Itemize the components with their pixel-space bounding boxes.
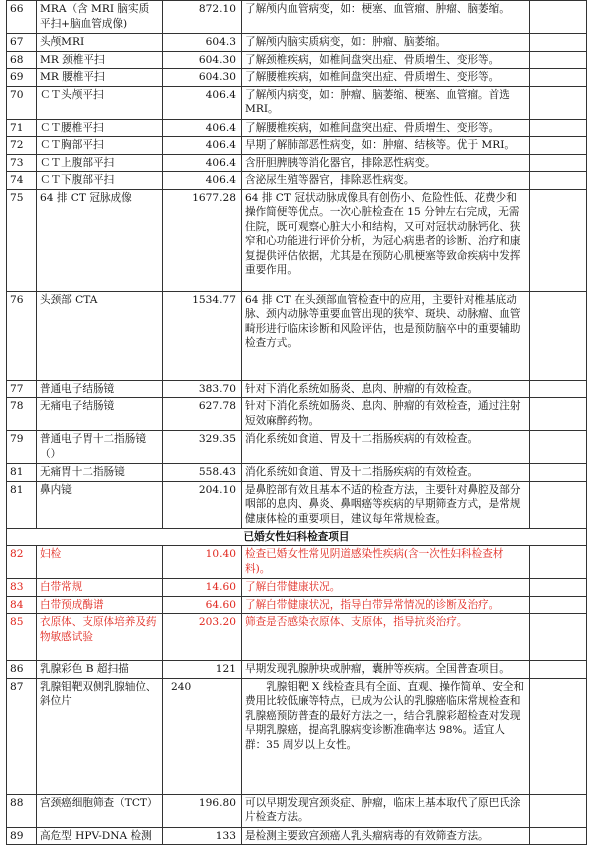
item-price: 133: [163, 827, 242, 845]
table-row: [7, 172, 587, 190]
item-price: 604.3: [163, 34, 242, 52]
section-title: 已婚女性妇科检查项目: [7, 528, 587, 546]
item-description: 含肝胆脾胰等消化器官，排除恶性病变。: [242, 154, 530, 172]
empty-cell: [530, 119, 587, 137]
item-number: 78: [7, 398, 37, 431]
item-number: 74: [7, 172, 37, 190]
item-number: 83: [7, 579, 37, 597]
item-number: 88: [7, 794, 37, 827]
table-row: [7, 189, 587, 291]
item-price: 10.40: [163, 546, 242, 579]
item-number: 76: [7, 291, 37, 380]
item-name: 普通电子结肠镜: [37, 380, 163, 398]
empty-cell: [530, 380, 587, 398]
empty-cell: [530, 1, 587, 34]
item-name: 无痛电子结肠镜: [37, 398, 163, 431]
item-number: 71: [7, 119, 37, 137]
empty-cell: [530, 154, 587, 172]
item-number: 85: [7, 614, 37, 661]
item-description: 消化系统如食道、胃及十二指肠疾病的有效检查。: [242, 431, 530, 464]
item-price: 1677.28: [163, 189, 242, 291]
empty-cell: [530, 189, 587, 291]
table-row: [7, 69, 587, 87]
item-name: 头颈部 CTA: [37, 291, 163, 380]
empty-cell: [530, 661, 587, 679]
item-number: 86: [7, 661, 37, 679]
item-name: 宫颈癌细胞筛查（TCT）: [37, 794, 163, 827]
item-number: 70: [7, 86, 37, 119]
item-number: 87: [7, 678, 37, 794]
item-number: 81: [7, 481, 37, 528]
item-description: 筛查是否感染衣原体、支原体，指导抗炎治疗。: [242, 614, 530, 661]
item-name: 妇检: [37, 546, 163, 579]
item-price: 64.60: [163, 596, 242, 614]
item-name: MR 颈椎平扫: [37, 51, 163, 69]
item-name: MRA（含 MRI 脑实质平扫+脑血管成像): [37, 1, 163, 34]
item-number: 77: [7, 380, 37, 398]
item-description: 了解腰椎疾病，如椎间盘突出症、骨质增生、变形等。: [242, 69, 530, 87]
item-description: 了解白带健康状况，指导白带异常情况的诊断及治疗。: [242, 596, 530, 614]
item-price: 204.10: [163, 481, 242, 528]
item-name: ＣＴ上腹部平扫: [37, 154, 163, 172]
item-description: 检查已婚女性常见阴道感染性疾病(含一次性妇科检查材料)。: [242, 546, 530, 579]
item-price: 121: [163, 661, 242, 679]
empty-cell: [530, 794, 587, 827]
item-description: 可以早期发现宫颈炎症、肿瘤，临床上基本取代了原巴氏涂片检查方法。: [242, 794, 530, 827]
table-row: [7, 380, 587, 398]
item-number: 89: [7, 827, 37, 845]
table-row: [7, 398, 587, 431]
table-row: [7, 1, 587, 34]
item-number: 84: [7, 596, 37, 614]
empty-cell: [530, 172, 587, 190]
table-row: [7, 596, 587, 614]
empty-cell: [530, 464, 587, 482]
item-name: 鼻内镜: [37, 481, 163, 528]
item-price: 1534.77: [163, 291, 242, 380]
table-row: [7, 481, 587, 528]
exam-items-table: [6, 0, 587, 845]
item-name: 普通电子胃十二指肠镜（）: [37, 431, 163, 464]
item-description: 了解颅内脑实质病变，如：肿瘤、脑萎缩。: [242, 34, 530, 52]
empty-cell: [530, 614, 587, 661]
empty-cell: [530, 51, 587, 69]
item-name: MR 腰椎平扫: [37, 69, 163, 87]
item-description: 早期了解肺部恶性病变，如：肿瘤、结核等。优于 MRI。: [242, 137, 530, 155]
item-price: 627.78: [163, 398, 242, 431]
table-row: [7, 827, 587, 845]
table-row: [7, 464, 587, 482]
item-number: 67: [7, 34, 37, 52]
item-name: 乳腺钼靶双侧乳腺轴位、斜位片: [37, 678, 163, 794]
item-price: 196.80: [163, 794, 242, 827]
item-name: 乳腺彩色 B 超扫描: [37, 661, 163, 679]
empty-cell: [530, 596, 587, 614]
item-name: ＣＴ腰椎平扫: [37, 119, 163, 137]
table-row: [7, 34, 587, 52]
item-price: 383.70: [163, 380, 242, 398]
empty-cell: [530, 34, 587, 52]
table-row: [7, 154, 587, 172]
item-price: 604.30: [163, 51, 242, 69]
table-row: [7, 137, 587, 155]
item-price: 872.10: [163, 1, 242, 34]
item-description: 了解白带健康状况。: [242, 579, 530, 597]
item-price: 14.60: [163, 579, 242, 597]
item-description: 针对下消化系统如肠炎、息肉、肿瘤的有效检查，通过注射短效麻醉药物。: [242, 398, 530, 431]
table-row: [7, 431, 587, 464]
item-description: 含泌尿生殖等器官，排除恶性病变。: [242, 172, 530, 190]
item-price: 406.4: [163, 154, 242, 172]
item-number: 66: [7, 1, 37, 34]
item-description: 了解颅内血管病变，如：梗塞、血管瘤、肿瘤、脑萎缩。: [242, 1, 530, 34]
item-description: 早期发现乳腺肿块或肿瘤，囊肿等疾病。全国普查项目。: [242, 661, 530, 679]
item-number: 75: [7, 189, 37, 291]
item-description: 了解颅内病变，如：肿瘤、脑萎缩、梗塞、血管瘤。首选MRI。: [242, 86, 530, 119]
empty-cell: [530, 137, 587, 155]
item-number: 79: [7, 431, 37, 464]
empty-cell: [530, 827, 587, 845]
item-price: 240: [163, 678, 242, 794]
item-number: 69: [7, 69, 37, 87]
item-price: 203.20: [163, 614, 242, 661]
empty-cell: [530, 398, 587, 431]
item-name: 高危型 HPV-DNA 检测: [37, 827, 163, 845]
item-price: 406.4: [163, 119, 242, 137]
item-description: 64 排 CT 冠状动脉成像具有创伤小、危险性低、花费少和操作简便等优点。一次心脏检查在 15 分钟左右完成，无需住院，既可观察心脏大小和结构，又可对冠状动脉钙化、狭窄和心功能进行评价分析，为冠心病患者的诊断、治疗和康复提供评估依据，尤其是在预防心肌梗塞等致命疾病中发挥重要作用。: [242, 189, 530, 291]
table-row: [7, 661, 587, 679]
item-description: 乳腺钼靶 X 线检查具有全面、直观、操作简单、安全和费用比较低廉等特点，已成为公认的乳腺癌临床常规检查和乳腺癌预防普查的最好方法之一，结合乳腺彩超检查对发现早期乳腺癌，提高乳腺病变诊断准确率达 98%。适宜人群：35 周岁以上女性。: [242, 678, 530, 794]
table-row: [7, 614, 587, 661]
item-description: 了解腰椎疾病，如椎间盘突出症、骨质增生、变形等。: [242, 119, 530, 137]
empty-cell: [530, 291, 587, 380]
item-name: 无痛胃十二指肠镜: [37, 464, 163, 482]
item-name: ＣＴ胸部平扫: [37, 137, 163, 155]
item-name: 白带预成酶谱: [37, 596, 163, 614]
empty-cell: [530, 579, 587, 597]
empty-cell: [530, 69, 587, 87]
table-row: [7, 86, 587, 119]
item-description: 是鼻腔部有效且基本不适的检查方法，主要针对鼻腔及部分咽部的息肉、鼻炎、鼻咽癌等疾病的早期筛查方式，是常规健康体检的重要项目，建议每年常规检查。: [242, 481, 530, 528]
table-row: [7, 794, 587, 827]
section-header-row: [7, 528, 587, 546]
empty-cell: [530, 481, 587, 528]
empty-cell: [530, 431, 587, 464]
item-number: 72: [7, 137, 37, 155]
empty-cell: [530, 678, 587, 794]
item-description: 消化系统如食道、胃及十二指肠疾病的有效检查。: [242, 464, 530, 482]
item-price: 604.30: [163, 69, 242, 87]
table-row: [7, 51, 587, 69]
table-row: [7, 579, 587, 597]
item-name: 衣原体、支原体培养及药物敏感试验: [37, 614, 163, 661]
item-number: 68: [7, 51, 37, 69]
item-name: 白带常规: [37, 579, 163, 597]
item-description: 是检测主要致宫颈癌人乳头瘤病毒的有效筛查方法。: [242, 827, 530, 845]
item-description: 针对下消化系统如肠炎、息肉、肿瘤的有效检查。: [242, 380, 530, 398]
item-name: 头颅MRI: [37, 34, 163, 52]
table-row: [7, 546, 587, 579]
item-price: 406.4: [163, 86, 242, 119]
item-price: 329.35: [163, 431, 242, 464]
item-price: 558.43: [163, 464, 242, 482]
item-number: 82: [7, 546, 37, 579]
empty-cell: [530, 86, 587, 119]
item-price: 406.4: [163, 137, 242, 155]
table-row: [7, 119, 587, 137]
item-name: 64 排 CT 冠脉成像: [37, 189, 163, 291]
item-name: ＣＴ下腹部平扫: [37, 172, 163, 190]
table-row: [7, 291, 587, 380]
item-description: 了解颈椎疾病，如椎间盘突出症、骨质增生、变形等。: [242, 51, 530, 69]
empty-cell: [530, 546, 587, 579]
item-number: 73: [7, 154, 37, 172]
item-description: 64 排 CT 在头颈部血管检查中的应用，主要针对椎基底动脉、颈内动脉等重要血管出现的狭窄、斑块、动脉瘤、血管畸形进行临床诊断和风险评估，也是预防脑卒中的重要辅助检查方式。: [242, 291, 530, 380]
table-row: [7, 678, 587, 794]
item-price: 406.4: [163, 172, 242, 190]
item-number: 81: [7, 464, 37, 482]
item-name: ＣＴ头颅平扫: [37, 86, 163, 119]
